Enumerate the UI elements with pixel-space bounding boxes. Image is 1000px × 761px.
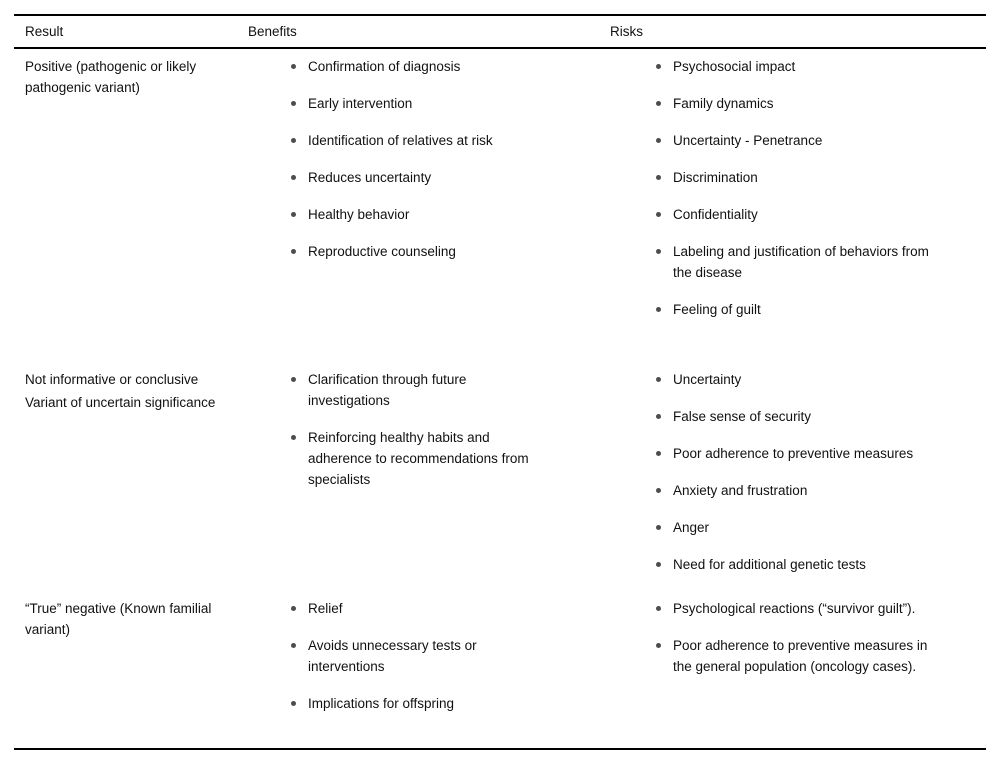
list-item-text: Confidentiality: [673, 207, 758, 222]
benefits-cell: [248, 598, 610, 748]
list-item: [291, 693, 610, 714]
bullet-icon: [291, 212, 296, 217]
list-item-text: Need for additional genetic tests: [673, 557, 866, 572]
list-item: [291, 167, 610, 188]
list-item: [656, 406, 986, 427]
bullet-icon: [291, 64, 296, 69]
table-body: [14, 49, 986, 748]
list-item: [291, 93, 610, 114]
bullet-icon: [656, 64, 661, 69]
bullet-icon: [656, 377, 661, 382]
list-item: [291, 635, 610, 677]
benefits-risks-table: [14, 14, 986, 750]
list-item-text: Reduces uncertainty: [308, 170, 432, 185]
bullet-icon: [656, 562, 661, 567]
list-item-text: Labeling and justification of behaviors from the disease: [673, 244, 929, 280]
list-item-text: Healthy behavior: [308, 207, 410, 222]
list-item-text: Relief: [308, 601, 343, 616]
list-item-text: False sense of security: [673, 409, 812, 424]
risks-cell: [610, 598, 986, 748]
list-item-text: Psychological reactions (“survivor guilt”).: [673, 601, 916, 616]
bullet-icon: [656, 138, 661, 143]
risks-cell: [610, 56, 986, 362]
table-header-row: [14, 16, 986, 47]
bullet-icon: [291, 377, 296, 382]
bullet-icon: [656, 212, 661, 217]
list-item-text: Family dynamics: [673, 96, 774, 111]
benefits-cell: [248, 369, 610, 591]
bullet-icon: [656, 488, 661, 493]
list-item: [291, 204, 610, 225]
list-item-text: Psychosocial impact: [673, 59, 796, 74]
list-item-text: Reproductive counseling: [308, 244, 456, 259]
list-item: [291, 369, 610, 411]
bullet-icon: [656, 307, 661, 312]
bullet-icon: [291, 249, 296, 254]
benefits-cell: [248, 56, 610, 362]
list-item: [656, 56, 986, 77]
list-item: [291, 598, 610, 619]
list-item-text: Avoids unnecessary tests or interventions: [308, 638, 477, 674]
column-header-result: Result: [25, 24, 64, 39]
list-item: [656, 517, 986, 538]
list-item: [291, 427, 610, 490]
list-item-text: Discrimination: [673, 170, 758, 185]
result-cell: [14, 56, 248, 362]
bullet-icon: [291, 643, 296, 648]
result-text: “True” negative (Known familial variant): [25, 601, 212, 637]
bullet-icon: [291, 101, 296, 106]
column-header-risks: Risks: [610, 24, 643, 39]
list-item-text: Implications for offspring: [308, 696, 455, 711]
list-item-text: Identification of relatives at risk: [308, 133, 493, 148]
result-text: Positive (pathogenic or likely pathogenic variant): [25, 59, 197, 95]
bullet-icon: [656, 606, 661, 611]
table-row: [14, 362, 986, 591]
list-item: [656, 241, 986, 283]
bullet-icon: [291, 701, 296, 706]
result-text: Not informative or conclusive: [25, 372, 199, 387]
list-item-text: Clarification through future investigations: [308, 372, 467, 408]
bullet-icon: [291, 435, 296, 440]
list-item-text: Feeling of guilt: [673, 302, 761, 317]
list-item: [656, 443, 986, 464]
list-item: [656, 167, 986, 188]
list-item: [656, 369, 986, 390]
bullet-icon: [656, 525, 661, 530]
result-cell: [14, 369, 248, 591]
list-item: [656, 299, 986, 320]
bullet-icon: [291, 175, 296, 180]
list-item-text: Poor adherence to preventive measures: [673, 446, 914, 461]
list-item: [291, 130, 610, 151]
bullet-icon: [291, 606, 296, 611]
list-item-text: Anxiety and frustration: [673, 483, 808, 498]
list-item: [656, 554, 986, 575]
list-item: [656, 635, 986, 677]
table-row: [14, 591, 986, 748]
list-item-text: Uncertainty: [673, 372, 742, 387]
list-item-text: Reinforcing healthy habits and adherence to recommendations from specialists: [308, 430, 529, 487]
bullet-icon: [656, 643, 661, 648]
list-item-text: Confirmation of diagnosis: [308, 59, 461, 74]
result-cell: [14, 598, 248, 748]
bullet-icon: [656, 451, 661, 456]
list-item: [656, 130, 986, 151]
bullet-icon: [656, 414, 661, 419]
column-header-benefits: Benefits: [248, 24, 297, 39]
bullet-icon: [291, 138, 296, 143]
result-text: Variant of uncertain significance: [25, 395, 216, 410]
list-item: [656, 598, 986, 619]
risks-cell: [610, 369, 986, 591]
list-item-text: Early intervention: [308, 96, 413, 111]
table-row: [14, 49, 986, 362]
list-item: [656, 480, 986, 501]
list-item-text: Poor adherence to preventive measures in the general population (oncology cases).: [673, 638, 928, 674]
list-item-text: Anger: [673, 520, 710, 535]
table-bottom-rule: [14, 748, 986, 750]
list-item: [291, 241, 610, 262]
list-item-text: Uncertainty - Penetrance: [673, 133, 823, 148]
list-item: [291, 56, 610, 77]
list-item: [656, 204, 986, 225]
bullet-icon: [656, 249, 661, 254]
list-item: [656, 93, 986, 114]
bullet-icon: [656, 175, 661, 180]
bullet-icon: [656, 101, 661, 106]
